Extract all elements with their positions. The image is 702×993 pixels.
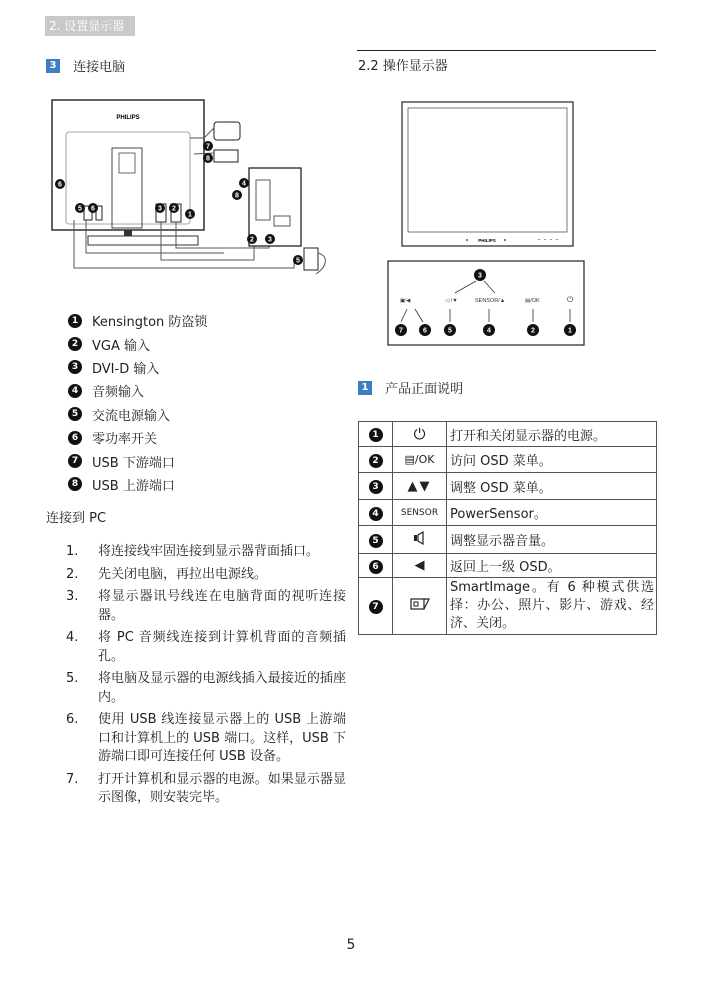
- number-badge: 6: [68, 431, 82, 445]
- step-number: 6.: [66, 712, 79, 727]
- smartimage-icon: ▣⁄◀: [400, 298, 411, 304]
- section-heading-connect: [46, 55, 125, 75]
- smartimage-icon: [393, 578, 447, 635]
- table-row: [359, 422, 657, 447]
- connector-list: [68, 309, 207, 496]
- step-number: 4.: [66, 630, 79, 645]
- svg-text:3: 3: [268, 236, 272, 244]
- svg-text:3: 3: [158, 205, 162, 213]
- section-divider: [357, 50, 656, 51]
- connector-label: Kensington 防盗锁: [92, 315, 208, 331]
- number-badge: 5: [369, 534, 383, 548]
- up-down-arrow-icon: ▲▼: [393, 473, 447, 500]
- list-item: [68, 473, 207, 496]
- number-badge: 7: [369, 600, 383, 614]
- connector-label: 零功率开关: [92, 432, 158, 448]
- step-text: 将显示器讯号线连在电脑背面的视听连接器。: [98, 589, 346, 623]
- svg-text:8: 8: [235, 192, 239, 200]
- svg-text:5: 5: [448, 327, 452, 335]
- connect-heading: 连接到 PC: [46, 511, 107, 526]
- table-cell-desc: 打开和关闭显示器的电源。: [447, 422, 657, 447]
- button-panel-diagram: [387, 260, 585, 346]
- panel-top-callout: 3: [478, 272, 482, 280]
- list-item: [66, 566, 346, 585]
- connector-label: DVI-D 输入: [92, 361, 160, 377]
- sensor-up-label: SENSOR/▲: [475, 298, 506, 304]
- number-badge: 5: [68, 407, 82, 421]
- step-number: 2.: [66, 566, 79, 582]
- number-badge: 2: [68, 337, 82, 351]
- table-cell-desc: 访问 OSD 菜单。: [447, 447, 657, 473]
- svg-text:1: 1: [188, 211, 192, 219]
- svg-text:2: 2: [250, 236, 254, 244]
- sensor-icon: SENSOR: [393, 500, 447, 526]
- connector-label: USB 下游端口: [92, 455, 175, 471]
- svg-text:6: 6: [91, 205, 95, 213]
- list-item: [66, 588, 346, 625]
- list-item: [68, 356, 207, 379]
- section-title: 产品正面说明: [385, 382, 464, 397]
- list-item: [66, 543, 346, 562]
- right-section-title: 2.2 操作显示器: [358, 59, 448, 74]
- table-cell-desc: SmartImage。有 6 种模式供选择：办公、照片、影片、游戏、经济、关闭。: [447, 578, 657, 635]
- power-icon: ⏻: [393, 422, 447, 447]
- power-icon: ⏻: [567, 295, 574, 304]
- svg-text:4: 4: [242, 180, 246, 188]
- connector-label: VGA 输入: [92, 338, 150, 354]
- number-badge: 1: [68, 314, 82, 328]
- section-badge: 3: [46, 59, 60, 73]
- connector-label: 交流电源输入: [92, 408, 171, 424]
- svg-text:2: 2: [531, 327, 535, 335]
- chapter-tab: 2. 设置显示器: [45, 16, 135, 36]
- table-cell-desc: 调整 OSD 菜单。: [447, 473, 657, 500]
- step-text: 将连接线牢固连接到显示器背面插口。: [98, 544, 320, 559]
- section-badge: 1: [358, 381, 372, 395]
- monitor-front-diagram: [401, 101, 574, 249]
- table-row: [359, 473, 657, 500]
- list-item: [66, 771, 346, 808]
- number-badge: 4: [369, 507, 383, 521]
- svg-text:4: 4: [487, 327, 491, 335]
- menu-ok-label: ▤/OK: [525, 298, 540, 304]
- sub-section-heading: [358, 377, 463, 397]
- list-item: [68, 449, 207, 472]
- table-row: [359, 526, 657, 554]
- number-badge: 7: [68, 454, 82, 468]
- table-row: [359, 554, 657, 578]
- volume-icon: ◁ /▼: [445, 298, 458, 304]
- svg-text:1: 1: [568, 327, 572, 335]
- speaker-icon: [393, 526, 447, 554]
- svg-text:2: 2: [172, 205, 176, 213]
- list-item: [68, 309, 207, 332]
- list-item: [68, 379, 207, 402]
- step-text: 使用 USB 线连接显示器上的 USB 上游端口和计算机上的 USB 端口。这样，USB 下游端口即可连接任何 USB 设备。: [98, 712, 346, 764]
- step-text: 打开计算机和显示器的电源。如果显示器显示图像，则安装完毕。: [98, 771, 346, 805]
- number-badge: 1: [369, 428, 383, 442]
- callout-label: 6: [58, 181, 62, 189]
- table-row: [359, 578, 657, 635]
- connector-label: USB 上游端口: [92, 478, 175, 494]
- step-text: 将电脑及显示器的电源线插入最接近的插座内。: [98, 671, 346, 705]
- svg-text:6: 6: [423, 327, 427, 335]
- monitor-brand: PHILIPS: [116, 115, 140, 121]
- button-function-table: [358, 421, 657, 635]
- back-arrow-icon: ◀: [393, 554, 447, 578]
- number-badge: 6: [369, 560, 383, 574]
- table-cell-desc: 调整显示器音量。: [447, 526, 657, 554]
- list-item: [66, 629, 346, 666]
- svg-text:5: 5: [78, 205, 82, 213]
- list-item: [66, 670, 346, 707]
- steps-list: [66, 543, 346, 812]
- number-badge: 2: [369, 454, 383, 468]
- list-item: [68, 332, 207, 355]
- connector-label: 音频输入: [92, 385, 145, 401]
- monitor-front-brand: PHILIPS: [478, 238, 496, 243]
- svg-text:7: 7: [206, 143, 210, 151]
- step-number: 5.: [66, 671, 79, 686]
- number-badge: 3: [68, 360, 82, 374]
- list-item: [68, 426, 207, 449]
- number-badge: 4: [68, 384, 82, 398]
- menu-ok-icon: ▤/OK: [393, 447, 447, 473]
- page-number: 5: [346, 937, 356, 953]
- table-cell-desc: PowerSensor。: [447, 500, 657, 526]
- step-text: 将 PC 音频线连接到计算机背面的音频插孔。: [98, 630, 346, 664]
- table-row: [359, 447, 657, 473]
- step-number: 7.: [66, 771, 79, 787]
- section-title: 连接电脑: [73, 60, 126, 75]
- svg-text:8: 8: [206, 155, 210, 163]
- list-item: [68, 403, 207, 426]
- table-cell-desc: 返回上一级 OSD。: [447, 554, 657, 578]
- step-text: 先关闭电脑，再拉出电源线。: [98, 566, 268, 582]
- number-badge: 3: [369, 480, 383, 494]
- list-item: [66, 711, 346, 767]
- svg-text:7: 7: [399, 327, 403, 335]
- step-number: 1.: [66, 544, 79, 559]
- svg-text:5: 5: [296, 257, 300, 265]
- table-row: [359, 500, 657, 526]
- step-number: 3.: [66, 589, 79, 604]
- number-badge: 8: [68, 477, 82, 491]
- rear-connection-diagram: [44, 98, 332, 280]
